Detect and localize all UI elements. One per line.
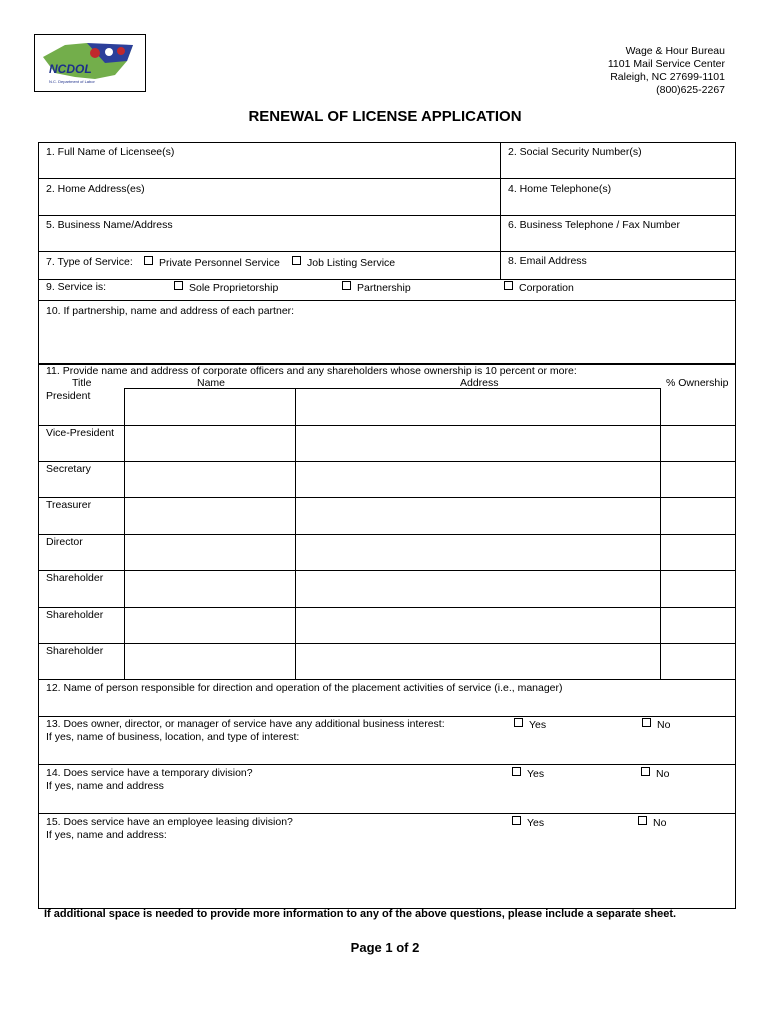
form-section-top [38,142,736,364]
option-label: Private Personnel Service [159,257,280,269]
q14-yes-option[interactable] [512,767,544,781]
page-number: Page 1 of 2 [350,940,420,955]
corporation-option[interactable] [504,281,574,295]
job-listing-option[interactable] [292,256,395,270]
field-partners[interactable]: 10. If partnership, name and address of each partner: [46,305,295,317]
field-full-name[interactable]: 1. Full Name of Licensee(s) [46,146,175,158]
partnership-option[interactable] [342,281,411,295]
question-15-followup[interactable]: If yes, name and address: [46,829,167,841]
option-label: Corporation [519,282,574,294]
question-15: 15. Does service have an employee leasing division? [46,816,293,828]
form-title: RENEWAL OF LICENSE APPLICATION [248,108,522,125]
field-ssn[interactable]: 2. Social Security Number(s) [508,146,642,158]
q13-no-option[interactable] [642,718,670,732]
officer-row-title: Shareholder [46,609,104,621]
column-header-ownership: % Ownership [666,377,729,389]
q15-no-option[interactable] [638,816,666,830]
logo-text: NCDOL [49,62,92,76]
checkbox-icon[interactable] [292,256,301,265]
option-label: Yes [529,719,547,731]
option-label: Sole Proprietorship [189,282,279,294]
officers-section [38,364,736,680]
checkbox-icon[interactable] [638,816,647,825]
q15-yes-option[interactable] [512,816,544,830]
additional-space-note: If additional space is needed to provide more information to any of the above questions, please include a separate sheet. [44,908,677,920]
option-label: Yes [527,768,545,780]
agency-line: (800)625-2267 [656,84,725,96]
sole-proprietorship-option[interactable] [174,281,278,295]
logo-subtext: N.C. Department of Labor [49,79,95,84]
officer-row-title: Director [46,536,83,548]
question-13: 13. Does owner, director, or manager of service have any additional business interest: [46,718,445,730]
officer-row-title: Shareholder [46,572,104,584]
agency-line: 1101 Mail Service Center [607,58,725,70]
checkbox-icon[interactable] [504,281,513,290]
checkbox-icon[interactable] [512,816,521,825]
checkbox-icon[interactable] [514,718,523,727]
option-label: No [656,768,670,780]
field-service-is: 9. Service is: [46,281,107,293]
question-13-followup[interactable]: If yes, name of business, location, and type of interest: [46,731,300,743]
agency-address [608,45,725,97]
option-label: No [657,719,671,731]
field-business-telephone[interactable]: 6. Business Telephone / Fax Number [508,219,680,231]
officer-row-title: Vice-President [46,427,115,439]
question-14-followup[interactable]: If yes, name and address [46,780,164,792]
ncdol-logo-graphic [35,35,145,91]
officer-row-title: Secretary [46,463,91,475]
private-personnel-option[interactable] [144,256,280,270]
agency-line: Raleigh, NC 27699-1101 [610,71,725,83]
checkbox-icon[interactable] [144,256,153,265]
officer-row-title: Treasurer [46,499,92,511]
officer-row-title: President [46,390,91,402]
form-section-bottom [38,679,736,909]
field-home-address[interactable]: 2. Home Address(es) [46,183,145,195]
field-home-telephone[interactable]: 4. Home Telephone(s) [508,183,612,195]
column-header-title: Title [72,377,92,389]
checkbox-icon[interactable] [642,718,651,727]
checkbox-icon[interactable] [174,281,183,290]
officers-instruction: 11. Provide name and address of corporate officers and any shareholders whose ownership is 10 percent or more: [46,365,577,377]
field-manager[interactable]: 12. Name of person responsible for direction and operation of the placement activities of service (i.e., manager) [46,682,563,694]
option-label: No [653,817,667,829]
field-type-of-service: 7. Type of Service: [46,256,133,268]
checkbox-icon[interactable] [512,767,521,776]
question-14: 14. Does service have a temporary division? [46,767,253,779]
q14-no-option[interactable] [641,767,669,781]
option-label: Job Listing Service [307,257,396,269]
ncdol-logo [34,34,146,92]
option-label: Yes [527,817,545,829]
field-email[interactable]: 8. Email Address [508,255,587,267]
officer-row-title: Shareholder [46,645,104,657]
agency-line: Wage & Hour Bureau [625,45,725,57]
checkbox-icon[interactable] [641,767,650,776]
q13-yes-option[interactable] [514,718,546,732]
checkbox-icon[interactable] [342,281,351,290]
column-header-address: Address [460,377,499,389]
field-business-name[interactable]: 5. Business Name/Address [46,219,173,231]
column-header-name: Name [197,377,226,389]
option-label: Partnership [357,282,411,294]
